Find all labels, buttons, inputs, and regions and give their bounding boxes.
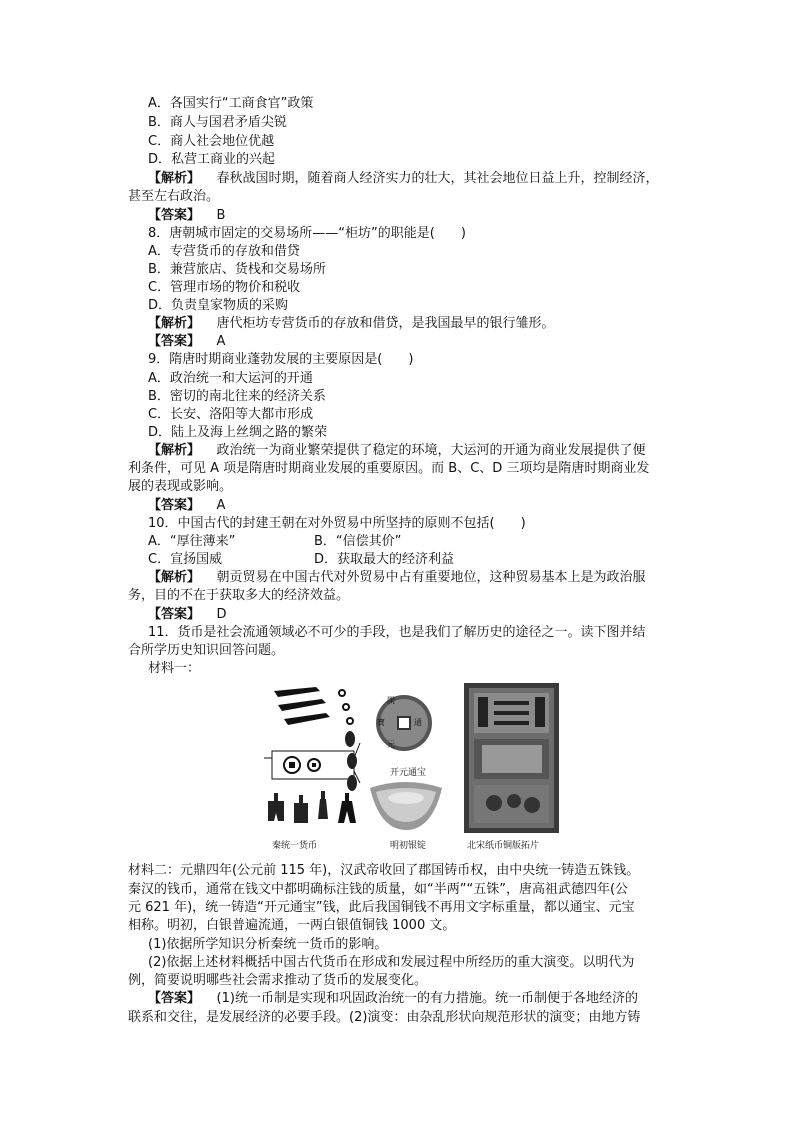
q10-option-d: D．获取最大的经济利益 (314, 552, 455, 567)
q10-answer (148, 606, 227, 624)
q9-option-a: A．政治统一和大运河的开通 (148, 371, 313, 386)
caption-kaiyuan: 开元通宝 (390, 768, 427, 778)
q10-option-b: B．“信偿其价” (314, 534, 402, 549)
q8-option-c: C．管理市场的物价和税收 (148, 280, 301, 295)
q9-option-b: B．密切的南北往来的经济关系 (148, 389, 326, 404)
q9-analysis-cont-1: 利条件，可见 A 项是隋唐时期商业发展的重要原因。而 B、C、D 三项均是隋唐时期商业发 (128, 461, 650, 476)
option-b: B．商人与国君矛盾尖锐 (148, 115, 287, 130)
coin-char-right: 通 (414, 718, 422, 727)
answer-value: A (216, 498, 226, 513)
answer-value: B (216, 208, 226, 223)
q9-option-d: D．陆上及海上丝绸之路的繁荣 (148, 425, 328, 440)
answer-tag: 【答案】 (148, 208, 201, 223)
q10-options-row-1 (148, 533, 668, 551)
answer-tag: 【答案】 (148, 991, 201, 1006)
analysis-text: 朝贡贸易在中国古代对外贸易中占有重要地位，这种贸易基本上是为政治服 (216, 570, 646, 585)
answer-value: A (216, 334, 226, 349)
analysis-tag: 【解析】 (148, 171, 201, 186)
material-2-line-1: 材料二：元鼎四年(公元前 115 年)，汉武帝收回了郡国铸币权，由中央统一铸造五铢钱。 (128, 863, 640, 878)
caption-ming: 明初银锭 (390, 841, 427, 851)
answer-tag: 【答案】 (148, 334, 201, 349)
caption-qin: 秦统一货币 (272, 841, 318, 851)
q10-option-c: C．宣扬国威 (148, 552, 223, 567)
question-11-stem-cont: 合所学历史知识回答问题。 (128, 643, 285, 658)
q10-analysis (148, 569, 646, 587)
coin-char-left: 寶 (377, 718, 385, 727)
caption-song: 北宋纸币铜版拓片 (467, 841, 540, 851)
q8-answer (148, 333, 225, 351)
analysis-tag: 【解析】 (148, 570, 201, 585)
sub-question-2: (2)依据上述材料概括中国古代货币在形成和发展过程中所经历的重大演变。以明代为 (148, 955, 635, 970)
question-8-stem: 8．唐朝城市固定的交易场所——“柜坊”的职能是( ) (148, 226, 466, 241)
answer-value: D (216, 607, 227, 622)
silver-ingot-image (368, 778, 444, 833)
q9-answer (148, 497, 225, 515)
analysis-tag: 【解析】 (148, 443, 201, 458)
analysis-cont: 甚至左右政治。 (128, 189, 220, 204)
q9-analysis (148, 442, 646, 460)
answer-text: (1)统一币制是实现和巩固政治统一的有力措施。统一币制便于各地经济的 (216, 991, 638, 1006)
q8-option-b: B．兼营旅店、货栈和交易场所 (148, 262, 326, 277)
analysis-text: 春秋战国时期，随着商人经济实力的壮大，其社会地位日益上升，控制经济， (216, 171, 659, 186)
coin-char-bottom: 元 (387, 740, 395, 749)
analysis-tag: 【解析】 (148, 316, 201, 331)
material-2-line-4: 相称。明初，白银普遍流通，一两白银值铜钱 1000 文。 (128, 918, 456, 933)
qin-currency-image (264, 683, 364, 833)
q10-analysis-cont: 务，目的不在于获取多大的经济效益。 (128, 588, 350, 603)
q11-answer-cont: 联系和交往，是发展经济的必要手段。(2)演变：由杂乱形状向规范形状的演变；由地方铸 (128, 1010, 641, 1025)
analysis-text: 政治统一为商业繁荣提供了稳定的环境，大运河的开通为商业发展提供了便 (216, 443, 646, 458)
answer-tag: 【答案】 (148, 607, 201, 622)
q8-analysis (148, 315, 555, 333)
material-2-line-2: 秦汉的钱币，通常在钱文中都明确标注钱的质量，如“半两”“五铢”，唐高祖武德四年(公 (128, 882, 629, 897)
answer-tag: 【答案】 (148, 498, 201, 513)
q8-option-a: A．专营货币的存放和借贷 (148, 244, 300, 259)
song-paper-note-image (464, 683, 559, 833)
q9-analysis-cont-2: 展的表现或影响。 (128, 479, 233, 494)
analysis (148, 170, 659, 188)
q8-option-d: D．负责皇家物质的采购 (148, 298, 289, 313)
sub-question-2-cont: 例，简要说明哪些社会需求推动了货币的发展变化。 (128, 973, 428, 988)
sub-question-1: (1)依据所学知识分析秦统一货币的影响。 (148, 937, 388, 952)
option-c: C．商人社会地位优越 (148, 134, 275, 149)
material-2-line-3: 元 621 年)，统一铸造“开元通宝”钱，此后我国铜钱不再用文字标重量，都以通宝、元宝 (128, 900, 635, 915)
question-11-stem: 11．货币是社会流通领域必不可少的手段，也是我们了解历史的途径之一。读下图并结 (148, 625, 646, 640)
option-a: A．各国实行“工商食官”政策 (148, 96, 314, 111)
answer (148, 207, 225, 225)
currency-figure (264, 683, 564, 853)
question-9-stem: 9．隋唐时期商业蓬勃发展的主要原因是( ) (148, 352, 414, 367)
material-1-label: 材料一： (148, 661, 201, 676)
q10-option-a: A．“厚往薄来” (148, 534, 236, 549)
analysis-text: 唐代柜坊专营货币的存放和借贷，是我国最早的银行雏形。 (216, 316, 555, 331)
question-10-stem: 10．中国古代的封建王朝在对外贸易中所坚持的原则不包括( ) (148, 516, 526, 531)
q11-answer (148, 990, 638, 1008)
q10-options-row-2 (148, 551, 668, 569)
coin-char-top: 開 (387, 696, 395, 705)
q9-option-c: C．长安、洛阳等大都市形成 (148, 407, 314, 422)
option-d: D．私营工商业的兴起 (148, 152, 276, 167)
